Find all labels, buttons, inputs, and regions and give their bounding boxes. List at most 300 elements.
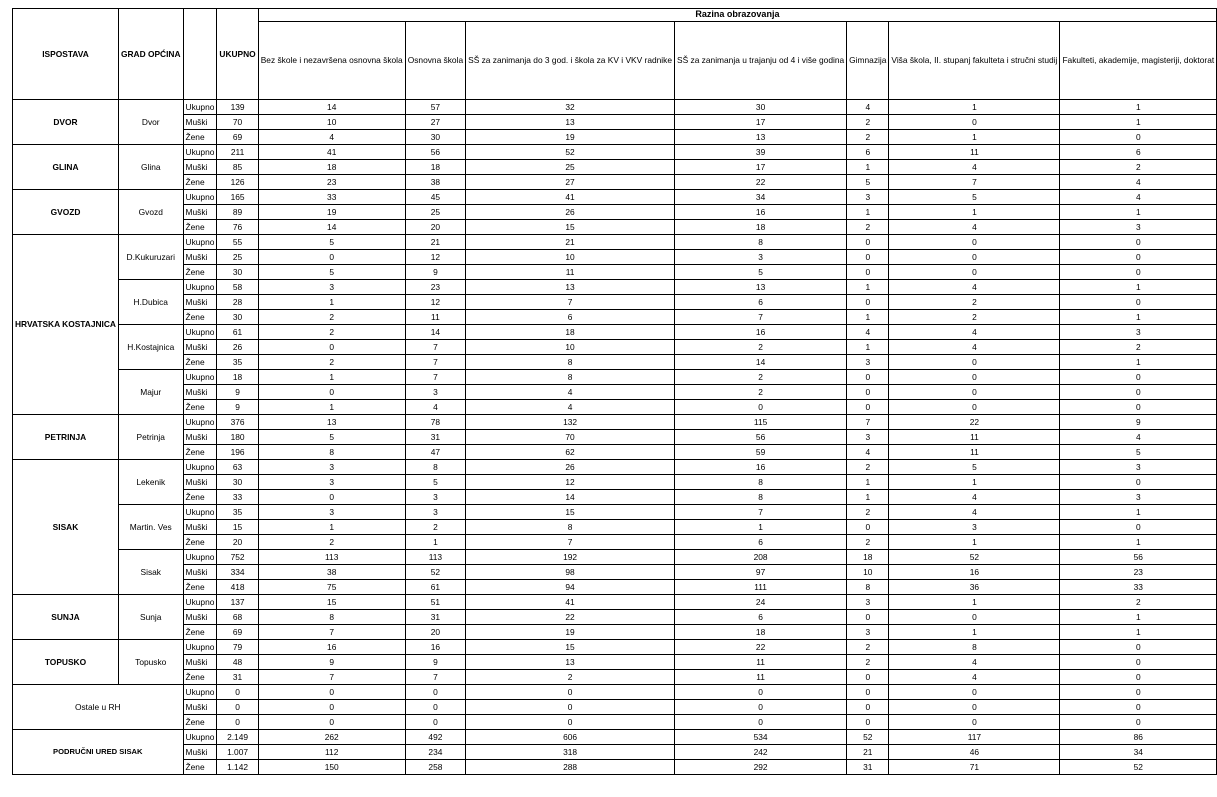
value-ukupno: 211 [217, 145, 258, 160]
ispostava-cell: TOPUSKO [13, 640, 119, 685]
value-level-3: 15 [466, 220, 675, 235]
value-ukupno: 165 [217, 190, 258, 205]
table-row [13, 475, 1217, 490]
table-row [13, 535, 1217, 550]
header-level-7: Fakulteti, akademije, magisteriji, doktorat [1060, 22, 1217, 100]
value-level-4: 11 [675, 670, 847, 685]
row-label: Žene [183, 760, 217, 775]
value-level-5: 18 [847, 550, 889, 565]
table-row [13, 100, 1217, 115]
value-level-1: 10 [258, 115, 405, 130]
value-level-3: 10 [466, 340, 675, 355]
value-ukupno: 418 [217, 580, 258, 595]
value-level-6: 4 [889, 325, 1060, 340]
value-ukupno: 30 [217, 475, 258, 490]
header-ispostava: ISPOSTAVA [13, 9, 119, 100]
table-row [13, 190, 1217, 205]
table-row [13, 490, 1217, 505]
value-level-7: 5 [1060, 445, 1217, 460]
grad-opcina-cell: D.Kukuruzari [118, 235, 183, 280]
value-level-3: 10 [466, 250, 675, 265]
header-level-1: Bez škole i nezavršena osnovna škola [258, 22, 405, 100]
value-level-5: 1 [847, 280, 889, 295]
value-level-3: 22 [466, 610, 675, 625]
value-level-7: 0 [1060, 130, 1217, 145]
value-level-1: 5 [258, 430, 405, 445]
value-level-2: 20 [405, 220, 465, 235]
value-level-2: 23 [405, 280, 465, 295]
value-level-1: 3 [258, 280, 405, 295]
value-ukupno: 89 [217, 205, 258, 220]
value-ukupno: 180 [217, 430, 258, 445]
value-level-7: 4 [1060, 190, 1217, 205]
value-level-5: 3 [847, 625, 889, 640]
value-level-7: 0 [1060, 295, 1217, 310]
value-level-2: 51 [405, 595, 465, 610]
value-level-4: 2 [675, 385, 847, 400]
row-label: Žene [183, 580, 217, 595]
value-level-7: 3 [1060, 220, 1217, 235]
value-level-5: 1 [847, 205, 889, 220]
value-ukupno: 376 [217, 415, 258, 430]
value-level-1: 150 [258, 760, 405, 775]
value-level-4: 22 [675, 640, 847, 655]
value-level-2: 14 [405, 325, 465, 340]
value-level-4: 5 [675, 265, 847, 280]
value-level-5: 2 [847, 535, 889, 550]
row-label: Muški [183, 700, 217, 715]
value-level-4: 2 [675, 340, 847, 355]
value-level-2: 3 [405, 490, 465, 505]
row-label: Muški [183, 430, 217, 445]
value-level-2: 38 [405, 175, 465, 190]
table-row [13, 505, 1217, 520]
value-level-2: 3 [405, 505, 465, 520]
value-level-6: 1 [889, 535, 1060, 550]
value-level-6: 0 [889, 265, 1060, 280]
value-level-7: 23 [1060, 565, 1217, 580]
value-level-6: 117 [889, 730, 1060, 745]
value-level-3: 18 [466, 325, 675, 340]
value-level-6: 4 [889, 220, 1060, 235]
value-level-7: 1 [1060, 280, 1217, 295]
value-level-2: 31 [405, 610, 465, 625]
value-level-5: 2 [847, 505, 889, 520]
row-label: Žene [183, 265, 217, 280]
value-ukupno: 137 [217, 595, 258, 610]
value-level-2: 7 [405, 670, 465, 685]
value-level-2: 0 [405, 685, 465, 700]
value-level-3: 70 [466, 430, 675, 445]
header-ukupno: UKUPNO [217, 9, 258, 100]
table-row [13, 415, 1217, 430]
value-level-2: 18 [405, 160, 465, 175]
header-blank [183, 9, 217, 100]
value-level-6: 1 [889, 625, 1060, 640]
value-level-6: 0 [889, 355, 1060, 370]
value-level-3: 62 [466, 445, 675, 460]
value-level-3: 8 [466, 520, 675, 535]
table-row [13, 625, 1217, 640]
value-level-6: 2 [889, 295, 1060, 310]
value-level-7: 0 [1060, 370, 1217, 385]
value-level-7: 0 [1060, 655, 1217, 670]
grad-opcina-cell: Dvor [118, 100, 183, 145]
row-label: Ukupno [183, 325, 217, 340]
value-level-1: 2 [258, 355, 405, 370]
row-label: Žene [183, 175, 217, 190]
row-label: Muški [183, 115, 217, 130]
row-label: Muški [183, 745, 217, 760]
grad-opcina-cell: Topusko [118, 640, 183, 685]
value-level-6: 36 [889, 580, 1060, 595]
value-level-2: 1 [405, 535, 465, 550]
value-level-4: 292 [675, 760, 847, 775]
value-level-4: 16 [675, 460, 847, 475]
value-level-5: 2 [847, 460, 889, 475]
value-level-6: 4 [889, 505, 1060, 520]
value-level-3: 26 [466, 205, 675, 220]
value-level-6: 0 [889, 400, 1060, 415]
value-ukupno: 26 [217, 340, 258, 355]
value-level-6: 1 [889, 205, 1060, 220]
value-level-6: 1 [889, 475, 1060, 490]
value-level-7: 3 [1060, 460, 1217, 475]
value-level-3: 0 [466, 715, 675, 730]
value-level-7: 0 [1060, 265, 1217, 280]
value-level-1: 2 [258, 310, 405, 325]
row-label: Muški [183, 385, 217, 400]
table-row [13, 445, 1217, 460]
value-level-1: 0 [258, 340, 405, 355]
table-row [13, 175, 1217, 190]
value-level-1: 15 [258, 595, 405, 610]
value-level-2: 9 [405, 655, 465, 670]
table-row [13, 565, 1217, 580]
value-level-1: 113 [258, 550, 405, 565]
row-label: Muški [183, 475, 217, 490]
value-level-2: 0 [405, 715, 465, 730]
value-level-6: 2 [889, 310, 1060, 325]
value-level-7: 2 [1060, 160, 1217, 175]
value-level-5: 52 [847, 730, 889, 745]
row-label: Muški [183, 520, 217, 535]
value-level-2: 2 [405, 520, 465, 535]
row-label: Ukupno [183, 550, 217, 565]
value-level-2: 27 [405, 115, 465, 130]
value-level-3: 26 [466, 460, 675, 475]
table-row [13, 595, 1217, 610]
row-label: Ukupno [183, 730, 217, 745]
value-level-7: 1 [1060, 115, 1217, 130]
row-label: Žene [183, 490, 217, 505]
header-level-5: Gimnazija [847, 22, 889, 100]
ispostava-cell: SISAK [13, 460, 119, 595]
row-label: Muški [183, 250, 217, 265]
value-level-7: 33 [1060, 580, 1217, 595]
value-level-6: 0 [889, 250, 1060, 265]
row-label: Ukupno [183, 100, 217, 115]
value-level-7: 1 [1060, 535, 1217, 550]
value-level-4: 7 [675, 505, 847, 520]
header-grad-opcina: GRAD OPĆINA [118, 9, 183, 100]
value-level-2: 3 [405, 385, 465, 400]
header-razina-obrazovanja: Razina obrazovanja [258, 9, 1216, 22]
header-level-3: SŠ za zanimanja do 3 god. i škola za KV i VKV radnike [466, 22, 675, 100]
value-level-5: 1 [847, 310, 889, 325]
ispostava-cell: SUNJA [13, 595, 119, 640]
value-level-6: 0 [889, 685, 1060, 700]
row-label: Žene [183, 310, 217, 325]
ispostava-cell: HRVATSKA KOSTAJNICA [13, 235, 119, 415]
row-label: Žene [183, 400, 217, 415]
value-ukupno: 2.149 [217, 730, 258, 745]
value-level-6: 0 [889, 115, 1060, 130]
value-level-4: 11 [675, 655, 847, 670]
value-level-4: 13 [675, 280, 847, 295]
value-level-1: 5 [258, 235, 405, 250]
value-level-6: 5 [889, 190, 1060, 205]
value-level-2: 492 [405, 730, 465, 745]
value-level-2: 30 [405, 130, 465, 145]
value-level-4: 30 [675, 100, 847, 115]
value-level-2: 57 [405, 100, 465, 115]
value-level-3: 132 [466, 415, 675, 430]
value-level-4: 3 [675, 250, 847, 265]
value-level-1: 19 [258, 205, 405, 220]
value-level-2: 21 [405, 235, 465, 250]
row-label: Ukupno [183, 640, 217, 655]
row-label: Ukupno [183, 415, 217, 430]
value-level-3: 0 [466, 685, 675, 700]
ispostava-cell: DVOR [13, 100, 119, 145]
value-level-6: 11 [889, 445, 1060, 460]
row-label: Ukupno [183, 505, 217, 520]
value-level-6: 1 [889, 130, 1060, 145]
value-level-6: 0 [889, 700, 1060, 715]
value-level-3: 318 [466, 745, 675, 760]
value-level-1: 16 [258, 640, 405, 655]
row-label: Ukupno [183, 190, 217, 205]
value-level-1: 2 [258, 535, 405, 550]
value-level-5: 2 [847, 640, 889, 655]
value-level-1: 2 [258, 325, 405, 340]
value-level-4: 16 [675, 325, 847, 340]
value-level-6: 7 [889, 175, 1060, 190]
value-ukupno: 1.142 [217, 760, 258, 775]
value-level-4: 0 [675, 685, 847, 700]
table-row [13, 250, 1217, 265]
value-level-6: 1 [889, 100, 1060, 115]
value-ukupno: 0 [217, 685, 258, 700]
value-level-7: 4 [1060, 175, 1217, 190]
value-level-5: 3 [847, 430, 889, 445]
value-level-5: 0 [847, 250, 889, 265]
value-level-7: 1 [1060, 355, 1217, 370]
value-ukupno: 9 [217, 400, 258, 415]
table-row [13, 280, 1217, 295]
value-level-3: 19 [466, 130, 675, 145]
value-ukupno: 58 [217, 280, 258, 295]
value-level-3: 41 [466, 595, 675, 610]
table-row [13, 745, 1217, 760]
table-row [13, 520, 1217, 535]
value-level-4: 111 [675, 580, 847, 595]
value-level-4: 24 [675, 595, 847, 610]
value-ukupno: 9 [217, 385, 258, 400]
value-ukupno: 15 [217, 520, 258, 535]
value-level-2: 11 [405, 310, 465, 325]
value-level-3: 2 [466, 670, 675, 685]
row-label: Žene [183, 445, 217, 460]
grad-opcina-cell: Petrinja [118, 415, 183, 460]
value-level-5: 1 [847, 490, 889, 505]
table-row [13, 580, 1217, 595]
value-level-7: 0 [1060, 250, 1217, 265]
value-level-1: 3 [258, 475, 405, 490]
value-level-1: 75 [258, 580, 405, 595]
value-level-2: 0 [405, 700, 465, 715]
value-level-6: 5 [889, 460, 1060, 475]
value-level-6: 1 [889, 595, 1060, 610]
table-row [13, 265, 1217, 280]
value-level-3: 52 [466, 145, 675, 160]
value-level-7: 4 [1060, 430, 1217, 445]
value-level-3: 13 [466, 115, 675, 130]
value-level-6: 16 [889, 565, 1060, 580]
value-level-2: 8 [405, 460, 465, 475]
value-level-2: 258 [405, 760, 465, 775]
grad-opcina-cell: Majur [118, 370, 183, 415]
value-level-2: 234 [405, 745, 465, 760]
table-row [13, 715, 1217, 730]
value-level-7: 3 [1060, 325, 1217, 340]
value-level-4: 8 [675, 475, 847, 490]
value-level-2: 52 [405, 565, 465, 580]
value-level-5: 1 [847, 340, 889, 355]
value-level-1: 14 [258, 220, 405, 235]
value-level-7: 1 [1060, 610, 1217, 625]
value-ukupno: 35 [217, 505, 258, 520]
value-level-4: 8 [675, 235, 847, 250]
value-level-3: 7 [466, 295, 675, 310]
table-row [13, 325, 1217, 340]
value-level-2: 7 [405, 340, 465, 355]
table-row [13, 700, 1217, 715]
table-row [13, 205, 1217, 220]
value-level-1: 9 [258, 655, 405, 670]
value-level-4: 34 [675, 190, 847, 205]
value-level-1: 112 [258, 745, 405, 760]
row-label: Ukupno [183, 370, 217, 385]
value-level-7: 1 [1060, 100, 1217, 115]
value-level-1: 0 [258, 685, 405, 700]
value-level-7: 0 [1060, 700, 1217, 715]
table-row [13, 550, 1217, 565]
value-level-2: 12 [405, 250, 465, 265]
grad-opcina-cell: Lekenik [118, 460, 183, 505]
value-level-5: 0 [847, 685, 889, 700]
value-level-3: 8 [466, 370, 675, 385]
value-level-4: 22 [675, 175, 847, 190]
value-level-1: 7 [258, 670, 405, 685]
value-level-5: 2 [847, 220, 889, 235]
row-label: Žene [183, 130, 217, 145]
value-level-4: 56 [675, 430, 847, 445]
value-level-2: 78 [405, 415, 465, 430]
value-level-4: 8 [675, 490, 847, 505]
value-level-5: 0 [847, 670, 889, 685]
value-level-6: 11 [889, 430, 1060, 445]
grad-opcina-cell: H.Dubica [118, 280, 183, 325]
value-level-7: 2 [1060, 340, 1217, 355]
value-level-2: 5 [405, 475, 465, 490]
value-level-7: 6 [1060, 145, 1217, 160]
value-level-1: 8 [258, 610, 405, 625]
table-row [13, 220, 1217, 235]
value-level-7: 0 [1060, 385, 1217, 400]
value-level-5: 1 [847, 475, 889, 490]
value-level-2: 9 [405, 265, 465, 280]
value-level-5: 5 [847, 175, 889, 190]
value-ukupno: 76 [217, 220, 258, 235]
value-ukupno: 55 [217, 235, 258, 250]
value-level-5: 4 [847, 100, 889, 115]
table-row [13, 610, 1217, 625]
value-level-1: 0 [258, 715, 405, 730]
value-level-3: 15 [466, 505, 675, 520]
value-level-4: 7 [675, 310, 847, 325]
row-label: Ukupno [183, 235, 217, 250]
value-level-5: 0 [847, 265, 889, 280]
value-level-1: 33 [258, 190, 405, 205]
value-level-1: 3 [258, 505, 405, 520]
value-level-4: 6 [675, 535, 847, 550]
ispostava-cell: GVOZD [13, 190, 119, 235]
table-row [13, 115, 1217, 130]
table-row [13, 310, 1217, 325]
ispostava-cell: GLINA [13, 145, 119, 190]
value-level-1: 5 [258, 265, 405, 280]
row-label: Muški [183, 295, 217, 310]
value-level-2: 61 [405, 580, 465, 595]
row-label: Ukupno [183, 460, 217, 475]
table-row [13, 655, 1217, 670]
table-row [13, 340, 1217, 355]
value-level-1: 4 [258, 130, 405, 145]
row-label: Žene [183, 355, 217, 370]
value-level-7: 0 [1060, 520, 1217, 535]
row-label: Muški [183, 610, 217, 625]
value-level-6: 52 [889, 550, 1060, 565]
value-level-6: 8 [889, 640, 1060, 655]
value-level-5: 6 [847, 145, 889, 160]
value-level-5: 1 [847, 160, 889, 175]
value-level-5: 3 [847, 190, 889, 205]
value-level-4: 2 [675, 370, 847, 385]
ispostava-cell: Ostale u RH [13, 685, 184, 730]
value-level-1: 13 [258, 415, 405, 430]
value-level-4: 242 [675, 745, 847, 760]
value-level-6: 22 [889, 415, 1060, 430]
value-level-3: 4 [466, 400, 675, 415]
table-row [13, 685, 1217, 700]
value-level-2: 31 [405, 430, 465, 445]
table-row [13, 640, 1217, 655]
value-level-5: 10 [847, 565, 889, 580]
value-level-4: 13 [675, 130, 847, 145]
value-level-5: 31 [847, 760, 889, 775]
